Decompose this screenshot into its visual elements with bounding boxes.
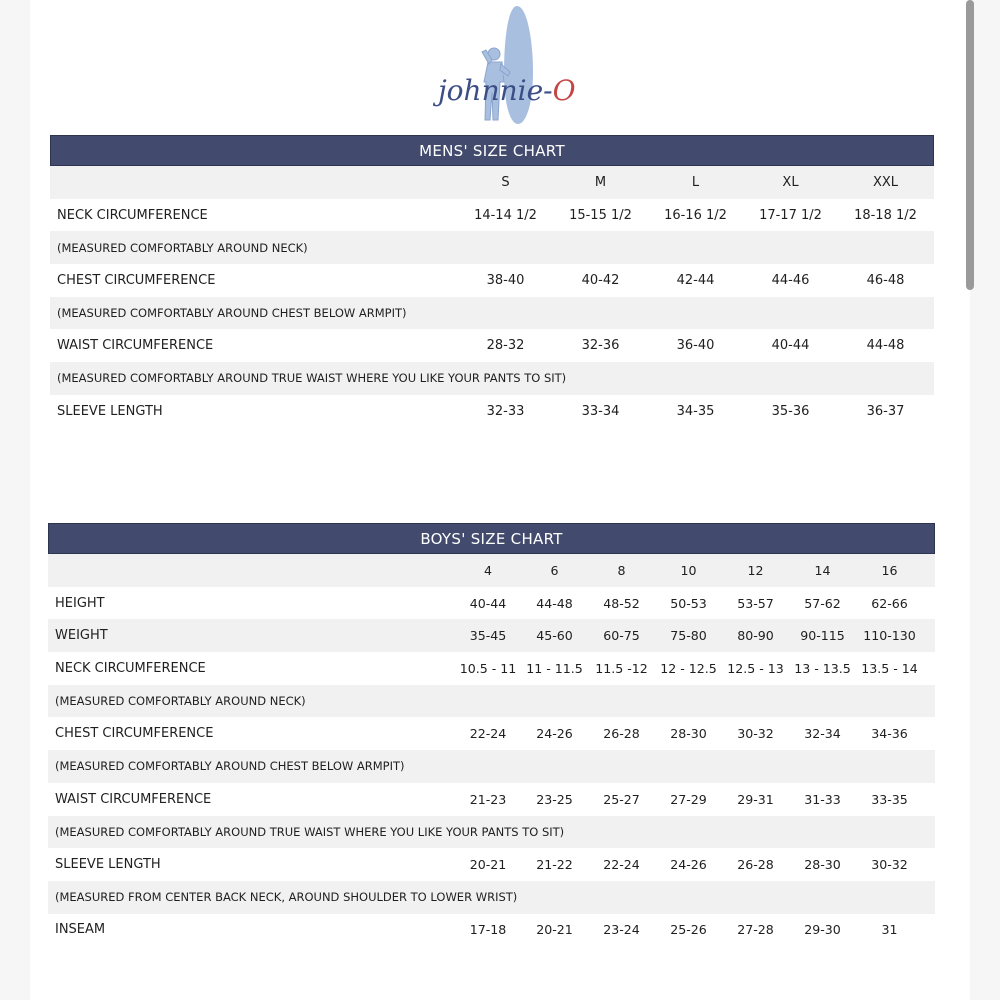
row-label: WAIST CIRCUMFERENCE <box>57 338 214 354</box>
table-cell: 17-17 1/2 <box>759 207 822 223</box>
table-cell: 34-36 <box>871 726 908 742</box>
row-label: CHEST CIRCUMFERENCE <box>57 272 216 288</box>
size-label: XL <box>782 174 799 190</box>
table-cell: 36-37 <box>866 403 905 419</box>
table-cell: 21-23 <box>469 791 507 807</box>
row-label: WEIGHT <box>55 628 108 644</box>
table-cell: 32-33 <box>486 403 525 419</box>
table-cell: 50-53 <box>670 595 707 611</box>
chart-title: BOYS' SIZE CHART <box>48 523 935 554</box>
table-cell: 28-32 <box>486 338 525 354</box>
table-row <box>48 717 935 750</box>
brand-wordmark <box>438 74 576 107</box>
table-cell: 44-48 <box>536 595 573 611</box>
table-cell: 48-52 <box>603 595 640 611</box>
table-cell: 33-34 <box>581 403 620 419</box>
brand-logo <box>430 0 580 128</box>
table-cell: 32-34 <box>804 726 841 742</box>
table-row <box>48 652 935 685</box>
size-label: 4 <box>483 562 492 578</box>
table-cell: 11.5 -12 <box>595 660 648 676</box>
chart-title: MENS' SIZE CHART <box>50 135 934 166</box>
size-label: 10 <box>680 562 697 578</box>
measure-note: (MEASURED COMFORTABLY AROUND NECK) <box>57 240 308 255</box>
note-row <box>48 881 935 914</box>
page-margin-right <box>970 0 1000 1000</box>
table-cell: 35-45 <box>469 628 507 644</box>
table-cell: 32-36 <box>581 338 620 354</box>
table-cell: 13 - 13.5 <box>794 660 851 676</box>
table-cell: 27-28 <box>737 922 774 938</box>
table-cell: 22-24 <box>603 857 640 873</box>
size-label: 12 <box>747 562 764 578</box>
table-cell: 21-22 <box>536 857 573 873</box>
table-cell: 62-66 <box>871 595 908 611</box>
table-cell: 18-18 1/2 <box>854 207 917 223</box>
measure-note: (MEASURED COMFORTABLY AROUND NECK) <box>55 694 306 709</box>
page-margin-left <box>0 0 30 1000</box>
measure-note: (MEASURED COMFORTABLY AROUND CHEST BELOW ARMPIT) <box>55 759 405 774</box>
size-label: S <box>501 174 510 190</box>
size-label: 6 <box>550 562 559 578</box>
table-cell: 75-80 <box>670 628 707 644</box>
table-row <box>50 329 934 362</box>
table-row <box>48 848 935 881</box>
table-cell: 30-32 <box>871 857 908 873</box>
table-cell: 29-31 <box>737 791 774 807</box>
table-cell: 35-36 <box>771 403 810 419</box>
table-cell: 29-30 <box>804 922 841 938</box>
table-row <box>50 199 934 232</box>
note-row <box>48 816 935 849</box>
table-cell: 27-29 <box>670 791 707 807</box>
table-cell: 25-26 <box>670 922 707 938</box>
table-cell: 26-28 <box>737 857 774 873</box>
table-cell: 30-32 <box>737 726 774 742</box>
table-cell: 80-90 <box>737 628 774 644</box>
measure-note: (MEASURED COMFORTABLY AROUND CHEST BELOW ARMPIT) <box>57 306 407 321</box>
table-cell: 46-48 <box>866 272 905 288</box>
note-row <box>50 362 934 395</box>
mens-size-chart <box>50 135 934 428</box>
row-label: SLEEVE LENGTH <box>57 403 163 419</box>
table-row <box>50 264 934 297</box>
table-cell: 17-18 <box>469 922 507 938</box>
table-cell: 44-46 <box>771 272 810 288</box>
table-cell: 11 - 11.5 <box>526 660 583 676</box>
table-cell: 10.5 - 11 <box>459 660 517 676</box>
table-cell: 13.5 - 14 <box>861 660 918 676</box>
table-cell: 40-44 <box>771 338 810 354</box>
note-row <box>50 297 934 330</box>
measure-note: (MEASURED COMFORTABLY AROUND TRUE WAIST WHERE YOU LIKE YOUR PANTS TO SIT) <box>55 824 565 839</box>
brand-name-main: johnnie- <box>438 74 553 107</box>
row-label: WAIST CIRCUMFERENCE <box>55 791 212 807</box>
note-row <box>48 685 935 718</box>
row-label: NECK CIRCUMFERENCE <box>55 660 206 676</box>
table-cell: 31 <box>881 922 898 938</box>
measure-note: (MEASURED COMFORTABLY AROUND TRUE WAIST WHERE YOU LIKE YOUR PANTS TO SIT) <box>57 371 567 386</box>
size-label: 14 <box>814 562 831 578</box>
table-row <box>48 587 935 620</box>
table-cell: 14-14 1/2 <box>474 207 537 223</box>
table-cell: 34-35 <box>676 403 715 419</box>
table-cell: 90-115 <box>800 628 845 644</box>
size-label: L <box>691 174 700 190</box>
scrollbar-thumb[interactable] <box>966 0 974 290</box>
size-label: XXL <box>872 174 899 190</box>
size-label: 8 <box>617 562 626 578</box>
row-label: HEIGHT <box>55 595 105 611</box>
table-cell: 36-40 <box>676 338 715 354</box>
table-cell: 57-62 <box>804 595 841 611</box>
table-cell: 42-44 <box>676 272 715 288</box>
row-label: SLEEVE LENGTH <box>55 857 161 873</box>
table-cell: 28-30 <box>804 857 841 873</box>
table-cell: 24-26 <box>670 857 707 873</box>
table-row <box>48 783 935 816</box>
table-cell: 22-24 <box>469 726 507 742</box>
table-cell: 20-21 <box>469 857 507 873</box>
table-cell: 26-28 <box>603 726 640 742</box>
table-cell: 23-24 <box>603 922 640 938</box>
table-cell: 20-21 <box>536 922 573 938</box>
measure-note: (MEASURED FROM CENTER BACK NECK, AROUND SHOULDER TO LOWER WRIST) <box>55 890 518 905</box>
table-cell: 31-33 <box>804 791 841 807</box>
table-cell: 33-35 <box>871 791 908 807</box>
table-cell: 44-48 <box>866 338 905 354</box>
size-label: M <box>594 174 607 190</box>
table-cell: 25-27 <box>603 791 640 807</box>
table-cell: 40-42 <box>581 272 620 288</box>
table-cell: 110-130 <box>863 628 916 644</box>
table-cell: 16-16 1/2 <box>664 207 727 223</box>
row-label: CHEST CIRCUMFERENCE <box>55 726 214 742</box>
table-cell: 28-30 <box>670 726 707 742</box>
size-header-row <box>48 554 935 587</box>
table-row <box>48 619 935 652</box>
boys-size-chart <box>48 523 935 946</box>
table-cell: 45-60 <box>536 628 573 644</box>
table-row <box>50 395 934 428</box>
note-row <box>50 231 934 264</box>
table-cell: 40-44 <box>469 595 507 611</box>
row-label: INSEAM <box>55 922 106 938</box>
table-cell: 12.5 - 13 <box>727 660 784 676</box>
table-cell: 15-15 1/2 <box>569 207 632 223</box>
brand-name-accent: O <box>552 74 576 107</box>
table-cell: 24-26 <box>536 726 573 742</box>
table-cell: 53-57 <box>737 595 774 611</box>
table-cell: 38-40 <box>486 272 525 288</box>
size-label: 16 <box>881 562 898 578</box>
note-row <box>48 750 935 783</box>
table-row <box>48 914 935 947</box>
table-cell: 23-25 <box>536 791 573 807</box>
row-label: NECK CIRCUMFERENCE <box>57 207 208 223</box>
table-cell: 60-75 <box>603 628 640 644</box>
size-header-row <box>50 166 934 199</box>
table-cell: 12 - 12.5 <box>660 660 717 676</box>
surfer-board-icon <box>430 0 580 128</box>
